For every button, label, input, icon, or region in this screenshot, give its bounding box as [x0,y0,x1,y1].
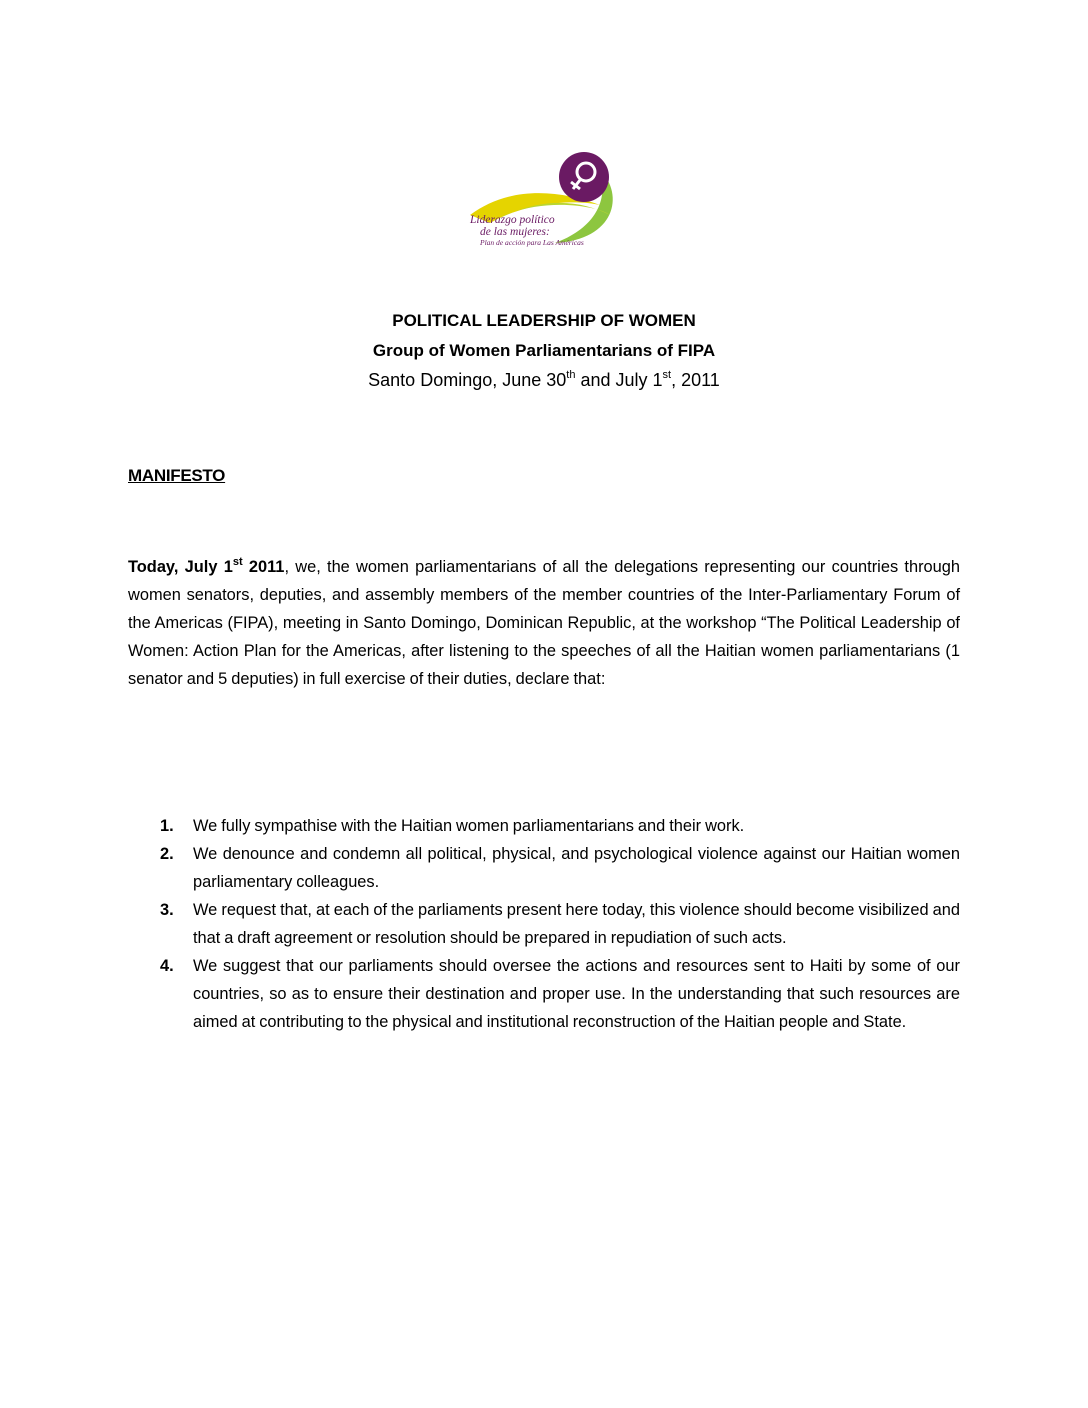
logo-text [470,214,620,248]
section-title: MANIFESTO [128,466,226,485]
place-text: Santo Domingo, June 30 [368,370,567,390]
list-item-number: 4. [160,957,174,975]
intro-lead-2: 2011 [242,558,285,576]
list-item [0,952,1088,1036]
document-place-date [0,370,1088,390]
list-item-text: We request that, at each of the parliaments present here today, this violence should become visibilized and that a draft agreement or resolution should be prepared in repudiation of such acts. [193,901,960,947]
intro-lead-1: Today, July 1 [128,558,233,576]
place-sup-st: st [662,369,672,381]
logo-line-2: de las mujeres: [480,226,550,238]
logo-line-3: Plan de acción para Las Américas [480,238,584,247]
list-item-number: 2. [160,845,174,863]
list-item [0,812,1088,840]
document-subtitle: Group of Women Parliamentarians of FIPA [372,341,716,360]
list-item-text: We suggest that our parliaments should oversee the actions and resources sent to Haiti by some of our countries, so as to ensure their destination and proper use. In the understanding that such resources are aimed at contributing to the physical and institutional reconstruction of the Haitian people and State. [193,957,960,1031]
place-sup-th: th [566,369,576,381]
list-item [0,896,1088,952]
declaration-list [0,812,1088,1036]
list-item-number: 1. [160,817,174,835]
place-end: , 2011 [671,370,720,390]
document-title: POLITICAL LEADERSHIP OF WOMEN [392,311,696,330]
intro-lead [128,555,285,576]
list-item-number: 3. [160,901,174,919]
intro-text: , we, the women parliamentarians of all the delegations representing our countries through women senators, deputies, and assembly members of the member countries of the Inter-Parliamentary Forum of the Americas (FIPA), meeting in Santo Domingo, Dominican Republic, at the workshop “The Political Leadership of Women: Action Plan for the Americas, after listening to the speeches of all the Haitian women parliamentarians (1 senator and 5 deputies) in full exercise of their duties, declare that: [128,558,960,688]
list-item [0,840,1088,896]
logo-line-1: Liderazgo político [470,214,555,226]
female-symbol-icon [559,152,609,202]
intro-lead-sup: st [232,555,243,568]
list-item-text: We denounce and condemn all political, physical, and psychological violence against our Haitian women parliamentary colleagues. [193,845,960,891]
intro-paragraph [128,553,960,693]
list-item-text: We fully sympathise with the Haitian women parliamentarians and their work. [193,817,745,835]
place-mid: and July 1 [575,370,663,390]
